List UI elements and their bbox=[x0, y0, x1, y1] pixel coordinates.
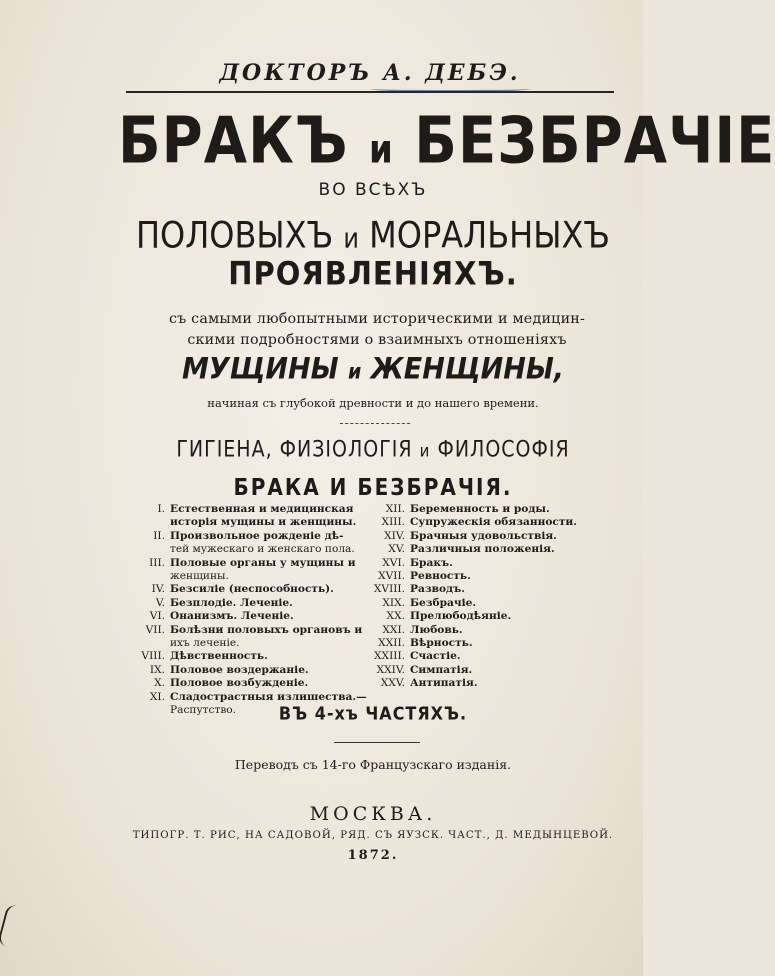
item-text: Онанизмъ. Леченіе. bbox=[170, 610, 294, 623]
item-number: VII. bbox=[145, 623, 165, 636]
item-text: Бракъ. bbox=[410, 556, 453, 569]
item-text: Антипатія. bbox=[410, 677, 478, 690]
hygiene-line-2: БРАКА И БЕЗБРАЧІЯ. bbox=[233, 473, 513, 501]
list-item bbox=[134, 503, 374, 530]
list-item bbox=[134, 664, 374, 677]
subtitle-2-part-2: МОРАЛЬНЫХЪ bbox=[369, 213, 611, 257]
item-number: XIII. bbox=[381, 516, 405, 529]
subtitle-2-conjunction: и bbox=[343, 222, 359, 255]
list-item bbox=[356, 597, 606, 610]
item-number: XIX. bbox=[382, 596, 405, 609]
item-number: VI. bbox=[149, 610, 165, 623]
item-text: Болѣзни половыхъ органовъ и bbox=[170, 623, 363, 636]
top-rule bbox=[126, 91, 614, 93]
item-text: Половые органы у мущины и bbox=[170, 556, 356, 569]
since-line: начиная съ глубокой древности и до нашего времени. bbox=[207, 396, 539, 410]
list-item bbox=[356, 543, 606, 556]
item-continuation: тей мужескаго и женскаго пола. bbox=[170, 543, 355, 556]
item-text: Дѣвственность. bbox=[170, 650, 268, 663]
item-text: Беременность и роды. bbox=[410, 503, 550, 515]
item-number: XV. bbox=[388, 543, 405, 556]
list-item bbox=[356, 637, 606, 650]
item-text: Симпатія. bbox=[410, 663, 473, 676]
subtitle-line-2 bbox=[118, 213, 628, 257]
list-item bbox=[356, 530, 606, 543]
item-text: Супружескія обязанности. bbox=[410, 516, 577, 529]
list-item bbox=[134, 650, 374, 663]
list-item bbox=[356, 664, 606, 677]
book-title bbox=[118, 104, 775, 179]
list-item bbox=[134, 610, 374, 623]
title-part-2: БЕЗБРАЧІЕ bbox=[414, 104, 775, 179]
description-line-2: скими подробностями о взаимныхъ отношеніяхъ bbox=[187, 332, 567, 348]
translation-line: Переводъ съ 14-го Французскаго изданія. bbox=[234, 757, 512, 772]
subtitle-line-1: ВО ВСѢХЪ bbox=[318, 180, 428, 200]
item-number: XXII. bbox=[378, 637, 405, 650]
printer-line: ТИПОГР. Т. РИС, НА САДОВОЙ, РЯД. СЪ ЯУЗСК. ЧАСТ., Д. МЕДЫНЦЕВОЙ. bbox=[132, 830, 614, 841]
list-item bbox=[356, 583, 606, 596]
list-item bbox=[134, 624, 374, 651]
item-number: XIV. bbox=[384, 529, 405, 542]
item-number: XXIII. bbox=[373, 650, 405, 663]
description bbox=[132, 309, 622, 351]
list-item bbox=[356, 624, 606, 637]
list-item bbox=[134, 583, 374, 596]
list-item bbox=[134, 557, 374, 584]
item-number: XVII. bbox=[378, 570, 405, 583]
item-number: XXI. bbox=[382, 623, 405, 636]
description-line-1: съ самыми любопытными историческими и медицин- bbox=[168, 311, 586, 327]
item-number: XVIII. bbox=[373, 583, 405, 596]
list-item bbox=[134, 597, 374, 610]
item-text: Безсиліе (неспособность). bbox=[170, 583, 334, 596]
item-text: Вѣрность. bbox=[410, 637, 473, 650]
men-word: МУЩИНЫ bbox=[181, 352, 339, 387]
contents-left-column bbox=[134, 503, 374, 718]
item-text: Сладострастныя излишества.— bbox=[170, 690, 367, 703]
parts-line: ВЪ 4-хъ ЧАСТЯХЪ. bbox=[278, 703, 468, 724]
men-women-conjunction: и bbox=[348, 359, 362, 384]
hygiene-conjunction: и bbox=[419, 440, 431, 462]
hygiene-part-2: ФИЛОСОФІЯ bbox=[437, 437, 570, 463]
year-line: 1872. bbox=[347, 848, 399, 863]
title-part-1: БРАКЪ bbox=[118, 104, 349, 179]
author-line: ДОКТОРЪ А. ДЕБЭ. bbox=[219, 60, 521, 86]
pen-mark bbox=[0, 903, 25, 948]
item-number: XXV. bbox=[380, 677, 405, 690]
item-text: Безбрачіе. bbox=[410, 596, 477, 609]
item-number: X. bbox=[154, 677, 165, 690]
hygiene-line bbox=[118, 437, 628, 462]
list-item bbox=[356, 516, 606, 529]
list-item bbox=[134, 677, 374, 690]
hygiene-part-1: ГИГІЕНА, ФИЗІОЛОГІЯ bbox=[176, 437, 413, 463]
item-text: Половое воздержаніе. bbox=[170, 663, 309, 676]
list-item bbox=[134, 530, 374, 557]
item-number: II. bbox=[153, 529, 165, 542]
item-text: Ревность. bbox=[410, 570, 471, 583]
item-text: Любовь. bbox=[410, 623, 463, 636]
list-item bbox=[356, 677, 606, 690]
item-continuation: Распутство. bbox=[170, 704, 237, 717]
item-number: XX. bbox=[386, 610, 405, 623]
list-item bbox=[356, 570, 606, 583]
item-text: Различныя положенія. bbox=[410, 543, 555, 556]
item-continuation: исторія мущины и женщины. bbox=[170, 516, 357, 529]
item-number: III. bbox=[149, 556, 165, 569]
item-text: Брачныя удовольствія. bbox=[410, 529, 557, 542]
item-number: VIII. bbox=[141, 650, 165, 663]
list-item bbox=[356, 557, 606, 570]
item-text: Разводъ. bbox=[410, 583, 465, 596]
item-text: Произвольное рожденіе дѣ- bbox=[170, 529, 344, 542]
list-item bbox=[356, 503, 606, 516]
subtitle-2-part-1: ПОЛОВЫХЪ bbox=[135, 213, 334, 257]
item-number: XI. bbox=[149, 690, 165, 703]
list-item bbox=[356, 650, 606, 663]
short-divider bbox=[334, 742, 420, 743]
item-text: Естественная и медицинская bbox=[170, 503, 354, 515]
women-word: ЖЕНЩИНЫ, bbox=[370, 352, 565, 387]
contents-right-column bbox=[356, 503, 606, 691]
item-number: IV. bbox=[151, 583, 165, 596]
list-item bbox=[356, 610, 606, 623]
men-women-line bbox=[118, 352, 628, 386]
wavy-divider bbox=[340, 423, 410, 424]
item-text: Половое возбужденіе. bbox=[170, 677, 309, 690]
item-number: IX. bbox=[149, 663, 165, 676]
item-number: V. bbox=[155, 596, 165, 609]
item-continuation: ихъ леченіе. bbox=[170, 637, 240, 650]
item-text: Безплодіе. Леченіе. bbox=[170, 596, 293, 609]
item-text: Прелюбодѣяніе. bbox=[410, 610, 512, 623]
subtitle-line-3: ПРОЯВЛЕНІЯХЪ. bbox=[228, 255, 518, 293]
item-number: XVI. bbox=[382, 556, 405, 569]
item-number: XII. bbox=[385, 503, 405, 515]
item-number: XXIV. bbox=[376, 663, 405, 676]
item-number: I. bbox=[157, 503, 165, 515]
title-conjunction: и bbox=[368, 127, 394, 173]
item-text: Счастіе. bbox=[410, 650, 461, 663]
item-continuation: женщины. bbox=[170, 570, 229, 583]
city-line: МОСКВА. bbox=[309, 803, 437, 825]
